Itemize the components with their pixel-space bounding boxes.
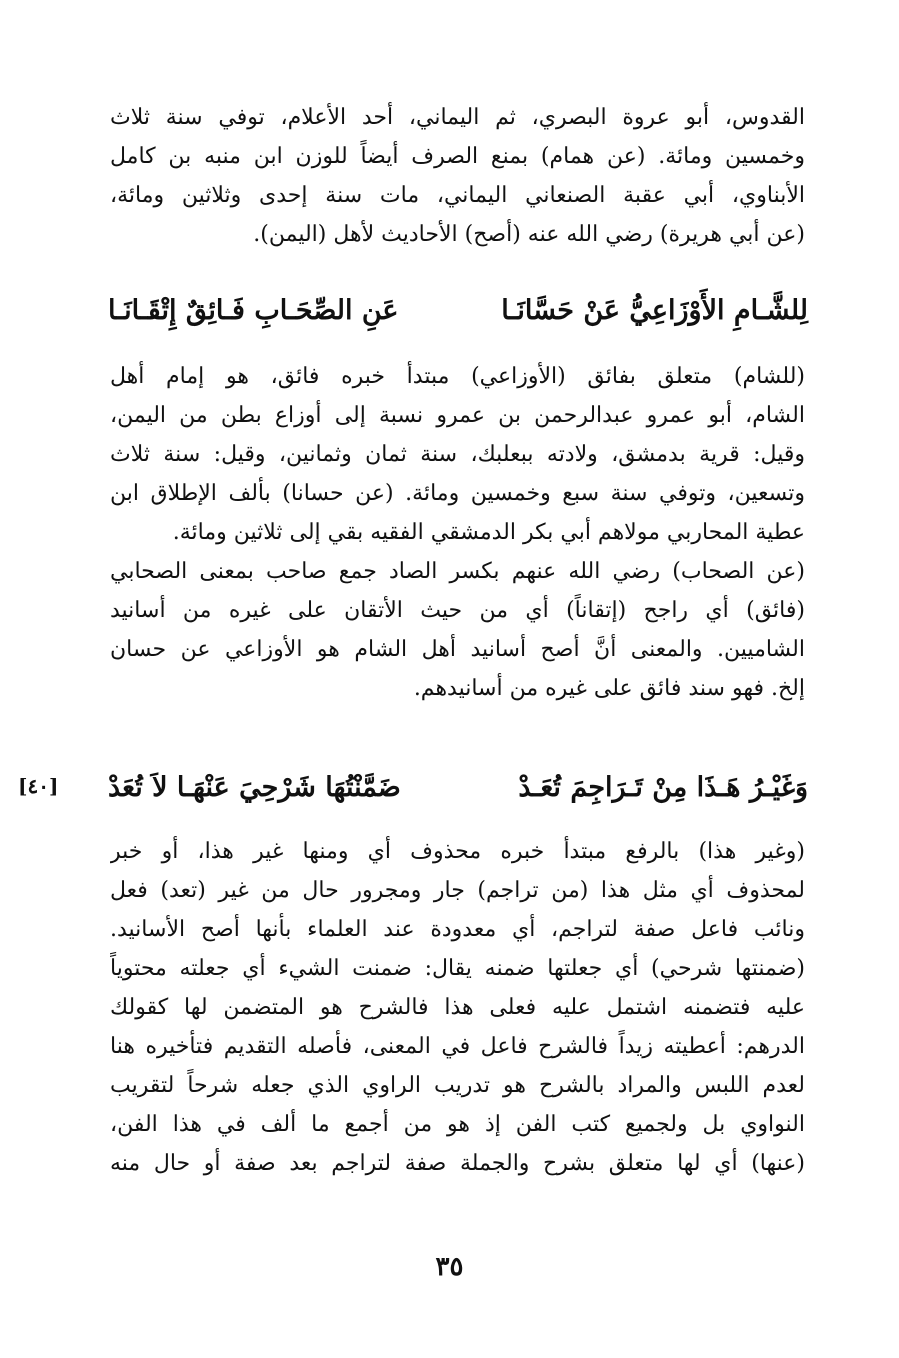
page-number: ٣٥ bbox=[435, 1252, 464, 1282]
text-line: عليه فتضمنه اشتمل عليه فعلى هذا فالشرح هو المتضمن لها كقولك bbox=[110, 995, 805, 1020]
verse-first-hemistich: وَغَيْـرُ هَـذَا مِنْ تَـرَاجِمَ تُعَـدْ bbox=[518, 771, 808, 803]
text-line: (للشام) متعلق بفائق (الأوزاعي) مبتدأ خبره فائق، هو إمام أهل bbox=[110, 364, 805, 389]
verse-second-hemistich: ضَمَّنْتُهَا شَرْحِيَ عَنْهَـا لاَ تُعَدْ bbox=[108, 771, 401, 803]
text-line: لعدم اللبس والمراد بالشرح هو تدريب الراوي الذي جعله شرحاً لتقريب bbox=[110, 1073, 805, 1098]
verse-second-hemistich: عَنِ الصِّحَـابِ فَـائِقٌ إِتْقَـانَـا bbox=[108, 294, 399, 326]
verse-40 bbox=[108, 762, 808, 812]
paragraph-commentary-3 bbox=[110, 832, 805, 1183]
text-line: (عن الصحاب) رضي الله عنهم بكسر الصاد جمع صاحب بمعنى الصحابي bbox=[110, 559, 805, 584]
text-line: (عنها) أي لها متعلق بشرح والجملة صفة لتراجم بعد صفة أو حال منه bbox=[110, 1151, 805, 1176]
paragraph-commentary-2 bbox=[110, 357, 805, 708]
text-line: وتسعين، وتوفي سنة سبع وخمسين ومائة. (عن حسانا) بألف الإطلاق ابن bbox=[110, 481, 805, 506]
text-line: النواوي بل ولجميع كتب الفن إذ هو من أجمع ما ألف في هذا الفن، bbox=[110, 1112, 805, 1137]
text-line: (عن أبي هريرة) رضي الله عنه (أصح) الأحاديث لأهل (اليمن). bbox=[253, 222, 805, 247]
text-line: الأبناوي، أبي عقبة الصنعاني اليماني، مات سنة إحدى وثلاثين ومائة، bbox=[110, 183, 805, 208]
text-line: وخمسين ومائة. (عن همام) بمنع الصرف أيضاً للوزن ابن منبه بن كامل bbox=[110, 144, 805, 169]
text-line: وقيل: قرية بدمشق، ولادته ببعلبك، سنة ثمان وثمانين، وقيل: سنة ثلاث bbox=[110, 442, 805, 467]
text-line: (فائق) أي راجح (إتقاناً) أي من حيث الأتقان على غيره من أسانيد bbox=[110, 598, 805, 623]
text-line: القدوس، أبو عروة البصري، ثم اليماني، أحد الأعلام، توفي سنة ثلاث bbox=[110, 105, 805, 130]
text-line: لمحذوف أي مثل هذا (من تراجم) جار ومجرور حال من غير (تعد) فعل bbox=[110, 878, 805, 903]
verse-number: [٤٠] bbox=[18, 774, 59, 798]
text-line: الدرهم: أعطيته زيداً فالشرح فاعل في المعنى، فأصله التقديم فتأخيره هنا bbox=[110, 1034, 805, 1059]
verse-first-hemistich: لِلشَّـامِ الأَوْزَاعِيُّ عَنْ حَسَّانَـا bbox=[501, 294, 808, 326]
text-line: الشاميين. والمعنى أنَّ أصح أسانيد أهل الشام هو الأوزاعي عن حسان bbox=[110, 637, 805, 662]
text-line: عطية المحاربي مولاهم أبي بكر الدمشقي الفقيه بقي إلى ثلاثين ومائة. bbox=[172, 520, 805, 545]
text-line: الشام، أبو عمرو عبدالرحمن بن عمرو نسبة إلى أوزاع بطن من اليمن، bbox=[110, 403, 805, 428]
text-line: إلخ. فهو سند فائق على غيره من أسانيدهم. bbox=[413, 676, 805, 701]
text-line: (وغير هذا) بالرفع مبتدأ خبره محذوف أي ومنها غير هذا، أو خبر bbox=[110, 839, 805, 864]
text-line: ونائب فاعل صفة لتراجم، أي معدودة عند العلماء بأنها أصح الأسانيد. bbox=[110, 917, 805, 942]
text-line: (ضمنتها شرحي) أي جعلتها ضمنه يقال: ضمنت الشيء أي جعلته محتوياً bbox=[110, 956, 805, 981]
verse-39 bbox=[108, 285, 808, 335]
paragraph-commentary-1 bbox=[110, 98, 805, 254]
